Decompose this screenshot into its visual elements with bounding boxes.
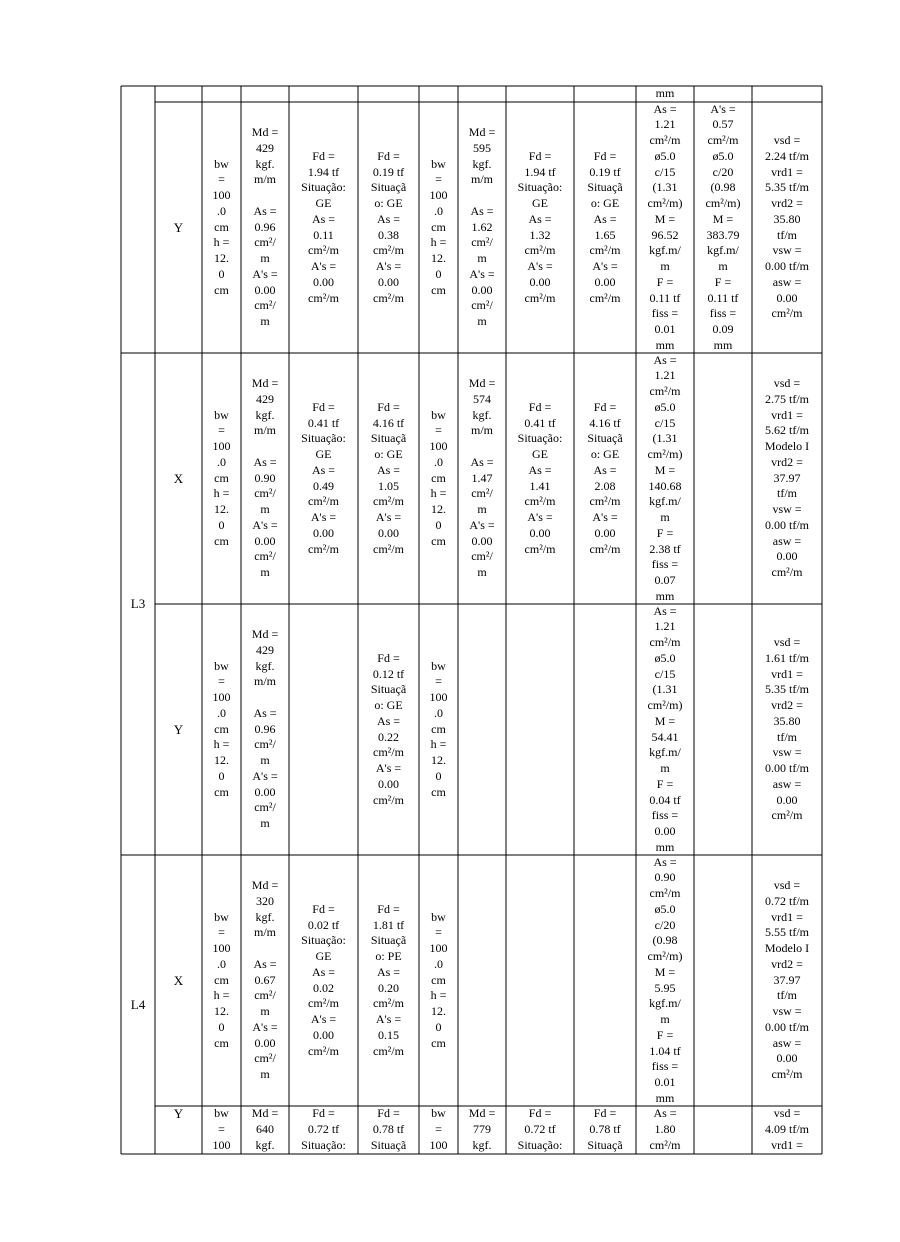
table-cell-text: Md = 320 kgf. m/m As = 0.67 cm²/ m A's = 0.00 cm²/ m [251, 878, 279, 1082]
table-cell-text: Fd = 1.94 tf Situação: GE As = 1.32 cm²/m A's = 0.00 cm²/m [517, 148, 563, 305]
direction-cell [155, 102, 202, 353]
table-cell [202, 1106, 241, 1154]
direction-cell-text: Y [173, 721, 184, 737]
table-cell [694, 102, 752, 353]
table-cell-text: bw = 100 .0 cm h = 12. 0 cm [212, 909, 231, 1050]
table-cell [419, 353, 458, 604]
table-cell-text: bw = 100 .0 cm h = 12. 0 cm [429, 156, 448, 297]
table-cell [289, 353, 358, 604]
table-cell-text: Fd = 0.02 tf Situação: GE As = 0.02 cm²/m A's = 0.00 cm²/m [301, 901, 346, 1058]
table-cell-text: Fd = 0.41 tf Situação: GE As = 0.49 cm²/m A's = 0.00 cm²/m [301, 399, 346, 556]
table-cell-text: bw = 100 [429, 1106, 448, 1152]
table-cell-text: As = 1.21 cm²/m ø5.0 c/15 (1.31 cm²/m) M = 140.68 kgf.m/ m F = 2.38 tf fiss = 0.07 mm [647, 353, 683, 603]
table-cell-text: Fd = 0.41 tf Situação: GE As = 1.41 cm²/m A's = 0.00 cm²/m [517, 399, 563, 556]
table-cell-text: Fd = 0.78 tf Situaçã [370, 1106, 407, 1152]
table-cell [506, 1106, 574, 1154]
table-cell [574, 102, 636, 353]
table-cell [458, 1106, 506, 1154]
table-cell [752, 353, 822, 604]
table-cell-text: vsd = 1.61 tf/m vrd1 = 5.35 tf/m vrd2 = 35.80 tf/m vsw = 0.00 tf/m asw = 0.00 cm²/m [765, 635, 809, 823]
table-cell-text: Fd = 0.19 tf Situaçã o: GE As = 1.65 cm²/m A's = 0.00 cm²/m [587, 148, 623, 305]
table-cell-text: vsd = 2.24 tf/m vrd1 = 5.35 tf/m vrd2 = 35.80 tf/m vsw = 0.00 tf/m asw = 0.00 cm²/m [765, 133, 809, 321]
table-cell [358, 1106, 419, 1154]
direction-cell [155, 855, 202, 1106]
element-label-l4-text: L4 [130, 996, 146, 1012]
table-cell-text: Fd = 0.78 tf Situaçã [587, 1106, 623, 1152]
table-cell [458, 353, 506, 604]
table-cell [289, 855, 358, 1106]
table-cell [752, 855, 822, 1106]
table-cell [574, 353, 636, 604]
table-cell-text: As = 1.21 cm²/m ø5.0 c/15 (1.31 cm²/m) M = 54.41 kgf.m/ m F = 0.04 tf fiss = 0.00 mm [647, 604, 683, 854]
table-cell-text: vsd = 0.72 tf/m vrd1 = 5.55 tf/m Modelo I vrd2 = 37.97 tf/m vsw = 0.00 tf/m asw = 0.00 cm²/m [764, 878, 810, 1082]
direction-cell-text: X [173, 470, 184, 486]
table-cell-text: A's = 0.57 cm²/m ø5.0 c/20 (0.98 cm²/m) M = 383.79 kgf.m/ m F = 0.11 tf fiss = 0.09 mm [705, 102, 741, 352]
table-cell [419, 1106, 458, 1154]
table-cell [636, 353, 694, 604]
table-cell [636, 1106, 694, 1154]
table-cell-text: Md = 429 kgf. m/m As = 0.90 cm²/ m A's = 0.00 cm²/ m [251, 376, 279, 580]
direction-cell [155, 1106, 202, 1154]
table-cell [636, 604, 694, 855]
table-cell [752, 1106, 822, 1154]
table-cell [752, 604, 822, 855]
direction-cell-text: X [173, 972, 184, 988]
direction-cell [155, 604, 202, 855]
element-label-l3-text: L3 [130, 596, 146, 612]
table-cell [358, 102, 419, 353]
table-cell-text: Fd = 0.72 tf Situação: [517, 1106, 563, 1152]
table-cell [419, 102, 458, 353]
table-cell-text: Fd = 1.94 tf Situação: GE As = 0.11 cm²/m A's = 0.00 cm²/m [301, 148, 346, 305]
table-cell [202, 604, 241, 855]
table-cell [241, 353, 289, 604]
table-cell-text: bw = 100 .0 cm h = 12. 0 cm [429, 909, 448, 1050]
table-cell-text: bw = 100 .0 cm h = 12. 0 cm [212, 407, 231, 548]
top-row-cell-text: mm [655, 86, 675, 101]
table-cell-text: Md = 574 kgf. m/m As = 1.47 cm²/ m A's = 0.00 cm²/ m [468, 376, 496, 580]
table-cell-text: vsd = 4.09 tf/m vrd1 = [765, 1106, 809, 1152]
direction-cell-text: Y [173, 219, 184, 235]
table-cell [241, 1106, 289, 1154]
table-cell [752, 102, 822, 353]
table-cell-text: vsd = 2.75 tf/m vrd1 = 5.62 tf/m Modelo I vrd2 = 37.97 tf/m vsw = 0.00 tf/m asw = 0.00 cm²/m [764, 376, 810, 580]
table-cell [458, 102, 506, 353]
table-cell-text: Md = 429 kgf. m/m As = 0.96 cm²/ m A's = 0.00 cm²/ m [251, 125, 279, 329]
table-cell-text: As = 1.21 cm²/m ø5.0 c/15 (1.31 cm²/m) M = 96.52 kgf.m/ m F = 0.11 tf fiss = 0.01 mm [647, 102, 683, 352]
table-cell [358, 353, 419, 604]
table-cell [574, 1106, 636, 1154]
table-cell-text: bw = 100 .0 cm h = 12. 0 cm [212, 156, 231, 297]
top-row-cell [636, 86, 694, 102]
table-cell-text: Fd = 0.72 tf Situação: [301, 1106, 346, 1152]
table-cell [289, 102, 358, 353]
table-cell [419, 855, 458, 1106]
table-cell-text: Fd = 0.19 tf Situaçã o: GE As = 0.38 cm²/m A's = 0.00 cm²/m [370, 148, 407, 305]
element-label-l4 [121, 855, 155, 1154]
table-cell-text: Md = 429 kgf. m/m As = 0.96 cm²/ m A's = 0.00 cm²/ m [251, 627, 279, 831]
direction-cell [155, 353, 202, 604]
table-cell-text: bw = 100 [212, 1106, 231, 1152]
table-cell-text: As = 0.90 cm²/m ø5.0 c/20 (0.98 cm²/m) M = 5.95 kgf.m/ m F = 1.04 tf fiss = 0.01 mm [647, 855, 683, 1105]
table-cell [636, 102, 694, 353]
table-cell-text: Fd = 4.16 tf Situaçã o: GE As = 2.08 cm²/m A's = 0.00 cm²/m [587, 399, 623, 556]
table-cell [506, 353, 574, 604]
table-cell-text: Md = 640 kgf. [251, 1106, 279, 1152]
table-cell [289, 1106, 358, 1154]
table-cell [202, 855, 241, 1106]
table-cell-text: bw = 100 .0 cm h = 12. 0 cm [429, 658, 448, 799]
table-cell [358, 604, 419, 855]
table-cell [506, 102, 574, 353]
element-label-l3 [121, 353, 155, 855]
table-cell [419, 604, 458, 855]
table-cell-text: Fd = 4.16 tf Situaçã o: GE As = 1.05 cm²/m A's = 0.00 cm²/m [370, 399, 407, 556]
table-cell [358, 855, 419, 1106]
table-cell-text: bw = 100 .0 cm h = 12. 0 cm [429, 407, 448, 548]
table-cell-text: Md = 595 kgf. m/m As = 1.62 cm²/ m A's = 0.00 cm²/ m [468, 125, 496, 329]
table-cell [636, 855, 694, 1106]
direction-cell-text: Y [173, 1106, 184, 1121]
table-cell-text: Fd = 1.81 tf Situaçã o: PE As = 0.20 cm²/m A's = 0.15 cm²/m [370, 901, 407, 1058]
table-cell [202, 102, 241, 353]
table-cell [241, 604, 289, 855]
table-cell [202, 353, 241, 604]
table-cell-text: Md = 779 kgf. [468, 1106, 496, 1152]
table-cell [241, 855, 289, 1106]
table-cell-text: Fd = 0.12 tf Situaçã o: GE As = 0.22 cm²/m A's = 0.00 cm²/m [370, 650, 407, 807]
table-cell [241, 102, 289, 353]
table-cell-text: bw = 100 .0 cm h = 12. 0 cm [212, 658, 231, 799]
table-cell-text: As = 1.80 cm²/m [649, 1106, 681, 1152]
